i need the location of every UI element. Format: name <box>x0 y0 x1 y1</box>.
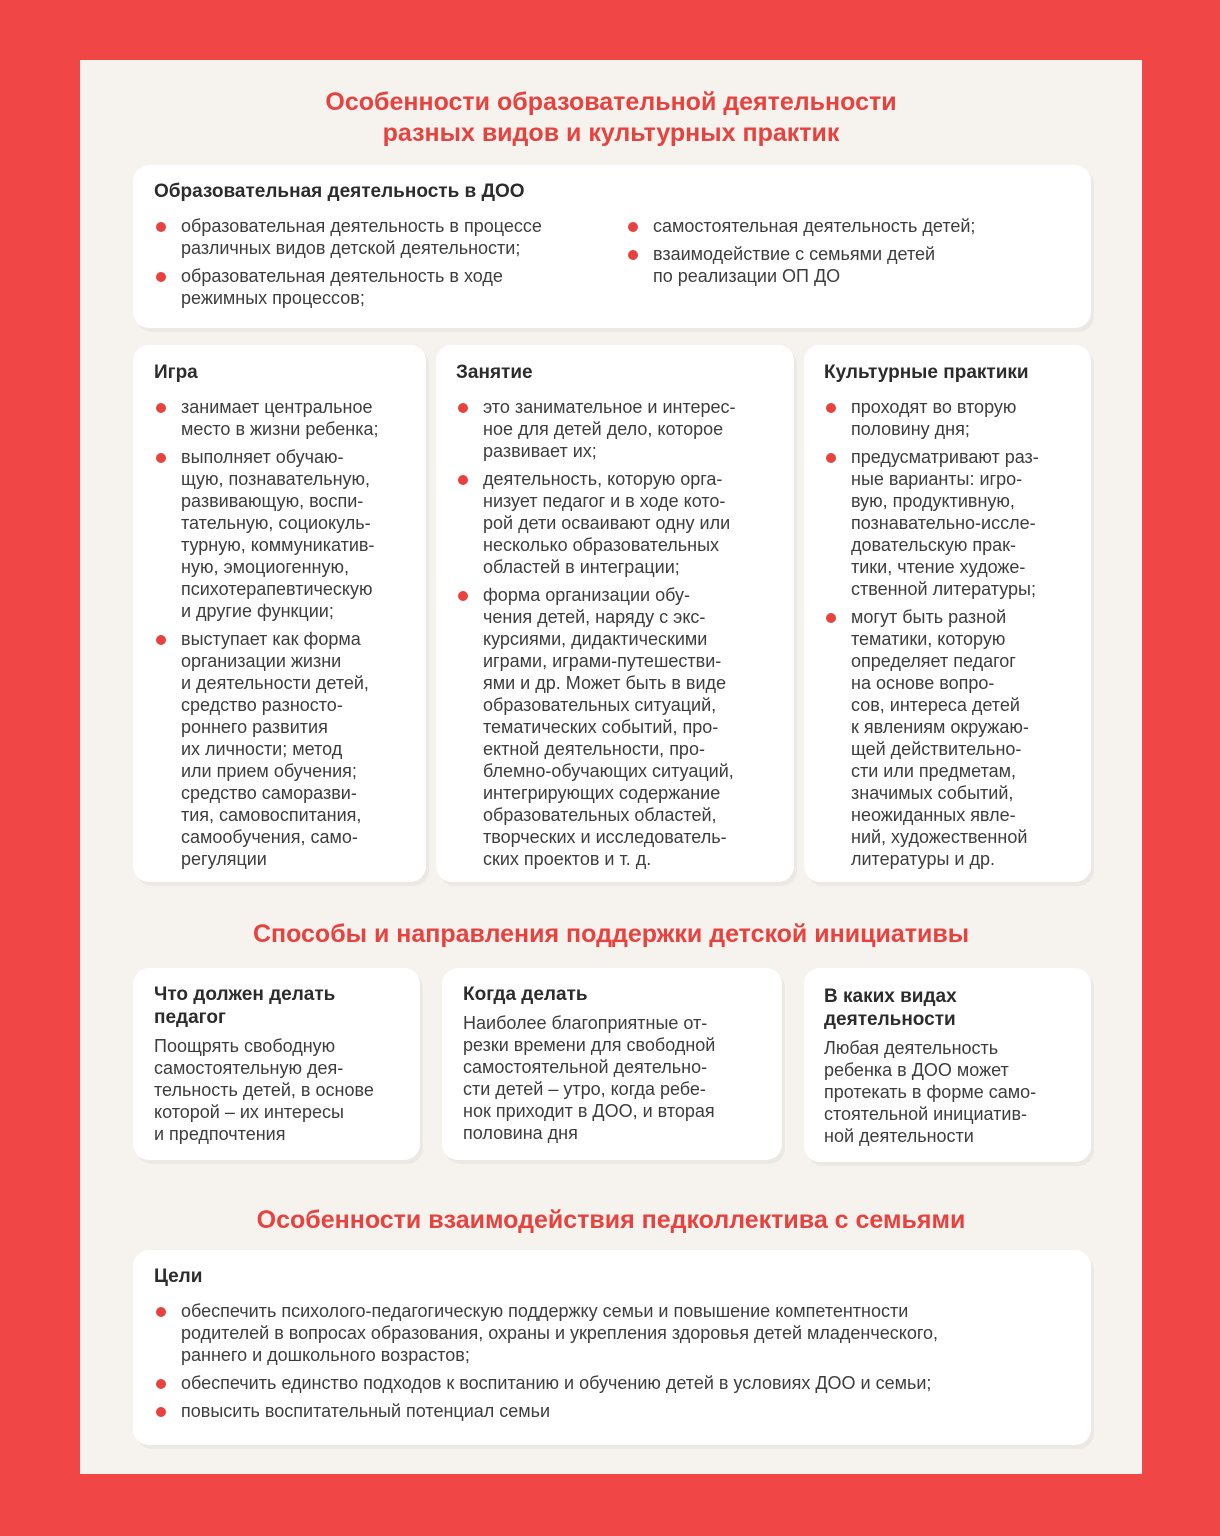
card-heading: Что должен делать педагог <box>154 984 336 1028</box>
list-item: могут быть разной тематики, которую определяет педагог на основе вопро- сов, интереса детей к явлениям окружаю- щей действительно- сти или предметам, значимых событий, неожиданных явле- ний, художественной литературы и др. <box>824 606 1083 870</box>
card-text: Поощрять свободную самостоятельную дея- тельность детей, в основе которой – их интересы и предпочтения <box>154 1036 374 1144</box>
card-list <box>824 396 1083 870</box>
card-heading: Культурные практики <box>824 362 1029 383</box>
list-item: взаимодействие с семьями детей по реализации ОП ДО <box>626 243 1066 287</box>
list-item: выполняет обучаю- щую, познавательную, развивающую, воспи- тательную, социокуль- турную, коммуникатив- ную, эмоциогенную, психотерапевтическую и другие функции; <box>154 446 412 622</box>
card-zanyatie <box>436 345 794 882</box>
list-item: предусматривают раз- ные варианты: игро- вую, продуктивную, познавательно-иссле- довательскую прак- тики, чтение художе- ственной литературы; <box>824 446 1083 600</box>
doo-card-heading: Образовательная деятельность в ДОО <box>154 181 525 202</box>
list-item: самостоятельная деятельность детей; <box>626 215 1066 237</box>
goals-card <box>133 1250 1091 1445</box>
card-heading: В каких видах деятельности <box>824 986 957 1030</box>
doo-card <box>133 165 1091 328</box>
card-heading: Игра <box>154 362 198 383</box>
list-item: деятельность, которую орга- низует педагог и в ходе кото- рой дети осваивают одну или несколько образовательных областей в интеграции; <box>456 468 784 578</box>
card-heading: Когда делать <box>463 984 588 1005</box>
goals-list <box>154 1300 1071 1422</box>
card-list <box>154 396 412 870</box>
doo-right-list <box>626 215 1066 315</box>
list-item: выступает как форма организации жизни и деятельности детей, средство разносто- роннего развития их личности; метод или прием обучения; средство саморазви- тия, самовоспитания, самообучения, само- регуляции <box>154 628 412 870</box>
card-text: Наиболее благоприятные от- резки времени для свободной самостоятельной деятельно- сти детей – утро, когда ребе- нок приходит в ДОО, и вторая половина дня <box>463 1013 716 1143</box>
list-item: это занимательное и интерес- ное для детей дело, которое развивает их; <box>456 396 784 462</box>
list-item: обеспечить единство подходов к воспитанию и обучению детей в условиях ДОО и семьи; <box>154 1372 1071 1394</box>
list-item: форма организации обу- чения детей, наряду с экс- курсиями, дидактическими играми, играми-путешестви- ями и др. Может быть в виде образовательных ситуаций, тематических событий, про- ектной деятельности, про- блемно-обучающих ситуаций, интегрирующих содержание образовательных областей, творческих и исследователь- ских проектов и т. д. <box>456 584 784 870</box>
info-sheet <box>80 60 1142 1474</box>
doo-left-list <box>154 215 626 315</box>
list-item: обеспечить психолого-педагогическую поддержку семьи и повышение компетентности родителей в вопросах образования, охраны и укрепления здоровья детей младенческого, раннего и дошкольного возрастов; <box>154 1300 1071 1366</box>
card-when <box>442 968 782 1160</box>
section2-title: Способы и направления поддержки детской инициативы <box>252 920 970 948</box>
section3-title: Особенности взаимодействия педколлектива с семьями <box>256 1206 966 1234</box>
list-item: образовательная деятельность в ходе режимных процессов; <box>154 265 626 309</box>
card-text: Любая деятельность ребенка в ДОО может протекать в форме само- стоятельной инициатив- ной деятельности <box>824 1038 1037 1146</box>
goals-heading: Цели <box>154 1266 203 1287</box>
list-item: занимает центральное место в жизни ребенка; <box>154 396 412 440</box>
card-where <box>804 968 1091 1162</box>
section1-title: Особенности образовательной деятельности разных видов и культурных практик <box>325 88 897 147</box>
list-item: повысить воспитательный потенциал семьи <box>154 1400 1071 1422</box>
list-item: образовательная деятельность в процессе различных видов детской деятельности; <box>154 215 626 259</box>
card-igra <box>133 345 426 882</box>
list-item: проходят во вторую половину дня; <box>824 396 1083 440</box>
card-what <box>133 968 420 1160</box>
card-kulturnye-praktiki <box>804 345 1091 882</box>
card-heading: Занятие <box>456 362 533 383</box>
card-list <box>456 396 784 870</box>
